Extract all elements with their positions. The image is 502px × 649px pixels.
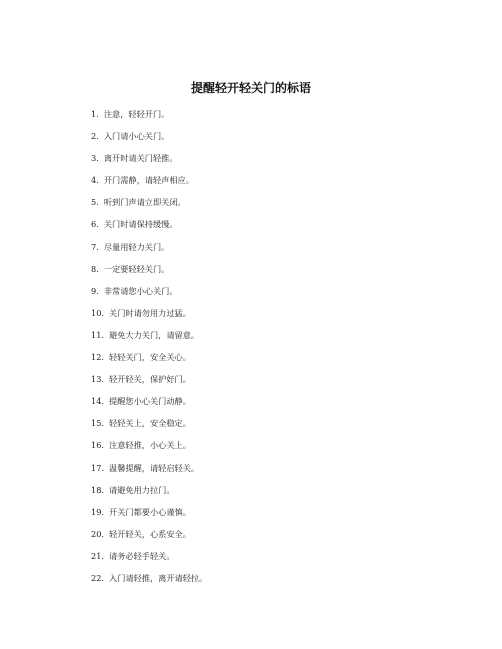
list-item [91,416,207,438]
item-text: 注意，轻轻开门。 [103,109,170,119]
item-number: 8. [91,263,99,274]
item-number: 13. [91,374,105,385]
item-number: 10. [91,307,105,318]
list-item [91,151,207,173]
item-text: 入门请轻推，离开请轻拉。 [109,572,208,583]
item-number: 6. [91,219,99,230]
list-item [91,461,207,483]
item-text: 关门时请勿用力过猛。 [109,307,191,318]
item-text: 轻轻关上，安全稳定。 [109,418,191,429]
item-text: 轻轻关门，安全关心。 [109,352,191,363]
item-text: 注意轻推，小心关上。 [109,440,191,451]
item-number: 9. [91,285,99,296]
item-number: 4. [91,175,99,186]
item-text: 请务必轻手轻关。 [109,550,175,561]
item-text: 轻开轻关，心系安全。 [109,528,191,539]
item-text: 开门需静，请轻声相应。 [103,175,194,186]
item-number: 20. [91,528,105,539]
item-text: 离开时请关门轻推。 [103,153,178,164]
item-text: 请避免用力拉门。 [109,484,175,495]
item-text: 提醒您小心关门动静。 [109,396,191,407]
item-text: 开关门都要小心谨慎。 [109,506,191,517]
item-number: 3. [91,153,99,164]
list-item [91,129,207,151]
item-text: 温馨提醒，请轻启轻关。 [109,462,200,473]
document-title: 提醒轻开轻关门的标语 [190,81,311,95]
item-text: 听到门声请立即关闭。 [103,197,186,208]
item-number: 17. [91,462,105,473]
list-item [91,240,207,262]
list-item [91,549,207,571]
item-number: 19. [91,506,105,517]
item-text: 轻开轻关，保护好门。 [109,374,191,385]
list-item [91,483,207,505]
item-number: 18. [91,484,105,495]
list-item [91,173,207,195]
item-text: 关门时请保持缓慢。 [103,219,178,230]
list-item [91,505,207,527]
list-item [91,571,207,593]
list-item [91,372,207,394]
list-item [91,217,207,239]
list-item [91,306,207,328]
list-item [91,262,207,284]
slogan-list [91,107,207,593]
item-text: 尽量用轻力关门。 [103,241,170,252]
item-number: 1. [91,109,99,119]
item-text: 非常请您小心关门。 [103,285,178,296]
list-item [91,394,207,416]
list-item [91,284,207,306]
list-item [91,328,207,350]
item-number: 2. [91,131,99,142]
list-item [91,350,207,372]
item-text: 一定要轻轻关门。 [103,263,170,274]
list-item [91,438,207,460]
list-item [91,195,207,217]
item-number: 14. [91,396,105,407]
item-number: 22. [91,572,105,583]
item-number: 16. [91,440,105,451]
item-number: 12. [91,352,105,363]
list-item [91,107,207,129]
item-text: 避免大力关门，请留意。 [109,329,200,340]
item-number: 5. [91,197,99,208]
list-item [91,527,207,549]
item-number: 11. [91,329,105,340]
item-number: 21. [91,550,105,561]
item-number: 15. [91,418,105,429]
item-number: 7. [91,241,99,252]
item-text: 入门请小心关门。 [103,131,170,142]
